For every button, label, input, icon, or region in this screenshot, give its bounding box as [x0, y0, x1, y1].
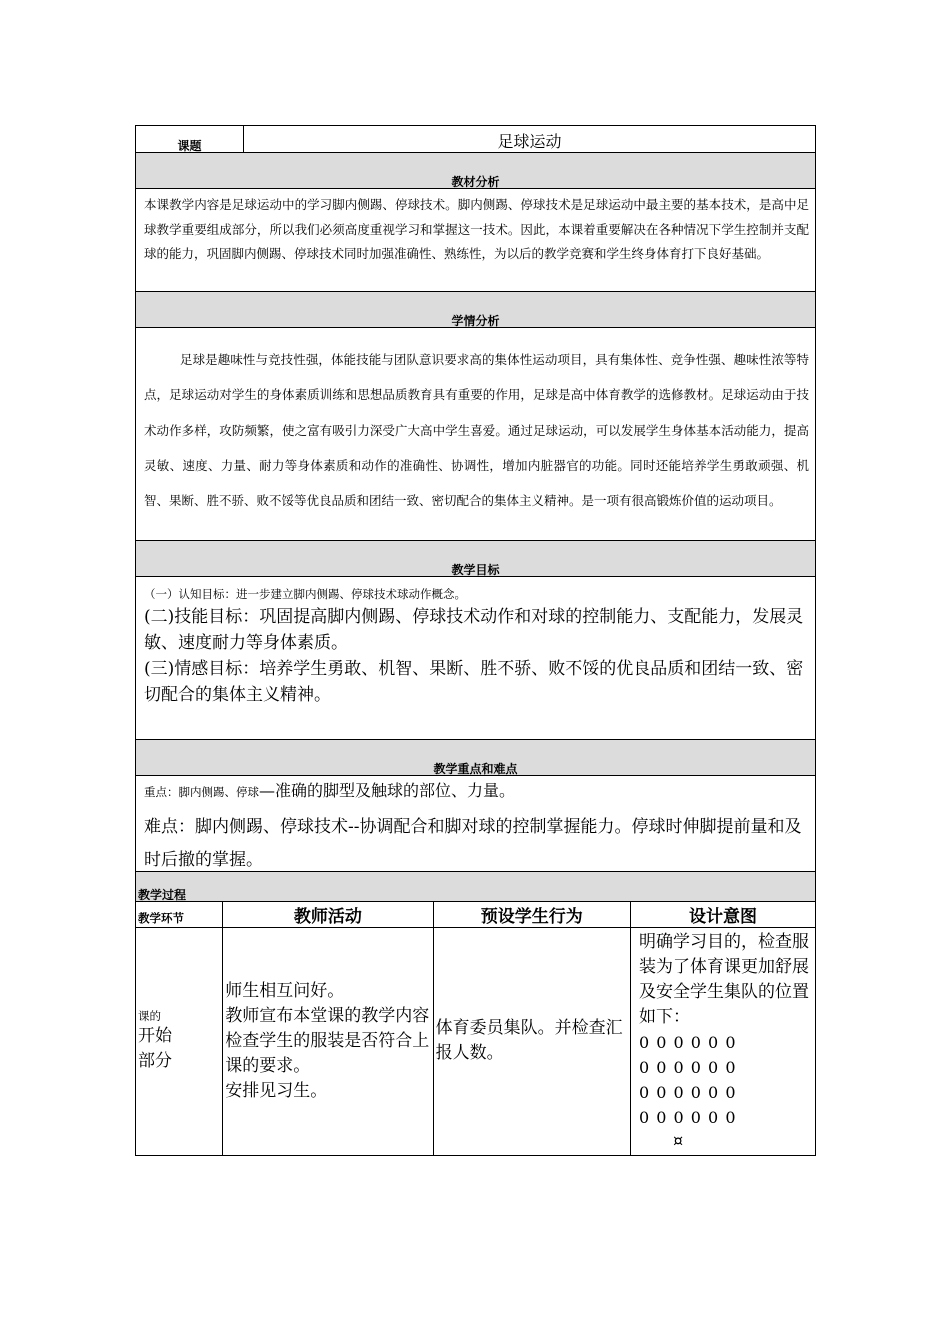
formation-row: 0 0 0 0 0 0 — [638, 1058, 737, 1077]
lesson-plan-table — [135, 125, 816, 1156]
key-point-line — [144, 780, 809, 803]
key-point-prefix: 重点：脚内侧踢、停球 — [144, 785, 259, 799]
design-intent-text: 明确学习目的，检查服装为了体育课更加舒展及安全学生集队的位置如下： — [638, 932, 809, 1027]
student-analysis-heading: 学情分析 — [451, 314, 500, 328]
design-intent-cell — [630, 928, 815, 1155]
col-design-header: 设计意图 — [630, 902, 815, 928]
process-heading: 教学过程 — [138, 888, 187, 902]
material-analysis-heading: 教材分析 — [451, 175, 500, 189]
col-student-header: 预设学生行为 — [433, 902, 630, 928]
material-analysis-heading-row — [136, 153, 815, 189]
process-row-opening — [136, 928, 815, 1155]
formation-row: 0 0 0 0 0 0 — [638, 1108, 737, 1127]
lesson-title: 足球运动 — [497, 132, 562, 151]
teacher-activity-item: 教师宣布本堂课的教学内容 — [225, 1005, 430, 1026]
formation-row: 0 0 0 0 0 0 — [638, 1033, 737, 1052]
title-row — [136, 126, 815, 153]
stage-small-label: 课的 — [138, 1009, 161, 1024]
stage-line-1: 开始 — [138, 1026, 172, 1047]
goal-cognitive: （一）认知目标：进一步建立脚内侧踢、停球技术球动作概念。 — [144, 587, 466, 601]
title-label: 课题 — [177, 139, 202, 153]
key-points-heading-row — [136, 740, 815, 776]
student-analysis-body — [136, 328, 815, 541]
student-formation — [639, 1030, 813, 1130]
formation-row: 0 0 0 0 0 0 — [638, 1083, 737, 1102]
goals-heading-row — [136, 541, 815, 577]
student-analysis-heading-row — [136, 292, 815, 328]
key-points-heading: 教学重点和难点 — [433, 762, 518, 776]
teacher-activity-item: 师生相互问好。 — [225, 980, 345, 1001]
key-point-rest: —准确的脚型及触球的部位、力量。 — [259, 781, 516, 800]
col-stage-header: 教学环节 — [136, 902, 223, 928]
student-behavior-cell — [433, 928, 630, 1155]
student-analysis-text: 足球是趣味性与竞技性强，体能技能与团队意识要求高的集体性运动项目，具有集体性、竞争性强、趣味性浓等特点，足球运动对学生的身体素质训练和思想品质教育具有重要的作用，足球是高中体育教学的选修教材。足球运动由于技术动作多样，攻防频繁，使之富有吸引力深受广大高中学生喜爱。通过足球运动，可以发展学生身体基本活动能力，提高灵敏、速度、力量、耐力等身体素质和动作的准确性、协调性，增加内脏器官的功能。同时还能培养学生勇敢顽强、机智、果断、胜不骄、败不馁等优良品质和团结一致、密切配合的集体主义精神。是一项有很高锻炼价值的运动项目。 — [144, 352, 809, 509]
material-analysis-body — [136, 189, 815, 292]
process-heading-row — [136, 872, 815, 902]
goal-skill: (二)技能目标：巩固提高脚内侧踢、停球技术动作和对球的控制能力、支配能力，发展灵敏、速度耐力等身体素质。 — [144, 607, 804, 653]
stage-cell — [136, 928, 223, 1155]
process-header-row — [136, 902, 815, 928]
material-analysis-text: 本课教学内容是足球运动中的学习脚内侧踢、停球技术。脚内侧踢、停球技术是足球运动中最主要的基本技术，是高中足球教学重要组成部分，所以我们必须高度重视学习和掌握这一技术。因此，本课着重要解决在各种情况下学生控制并支配球的能力，巩固脚内侧踢、停球技术同时加强准确性、熟练性，为以后的教学竞赛和学生终身体育打下良好基础。 — [144, 197, 809, 261]
teacher-activity-item: 检查学生的服装是否符合上课的要求。 — [225, 1030, 430, 1076]
teacher-activity-list — [225, 979, 430, 1104]
goals-body — [136, 577, 815, 740]
stage-line-2: 部分 — [138, 1051, 172, 1072]
difficulty-text: 难点：脚内侧踢、停球技术--协调配合和脚对球的控制掌握能力。停球时伸脚提前量和及时后撤的掌握。 — [144, 817, 802, 870]
goal-emotion: (三)情感目标：培养学生勇敢、机智、果断、胜不骄、败不馁的优良品质和团结一致、密切配合的集体主义精神。 — [144, 659, 804, 705]
teacher-position-symbol: ¤ — [672, 1131, 684, 1150]
student-behavior-text: 体育委员集队。并检查汇报人数。 — [435, 1018, 623, 1064]
col-teacher-header: 教师活动 — [223, 902, 433, 928]
teacher-activity-item: 安排见习生。 — [225, 1080, 328, 1101]
teacher-activity-cell — [223, 928, 433, 1155]
process-table — [136, 901, 815, 1155]
goals-heading: 教学目标 — [451, 563, 500, 577]
key-points-body — [136, 776, 815, 872]
